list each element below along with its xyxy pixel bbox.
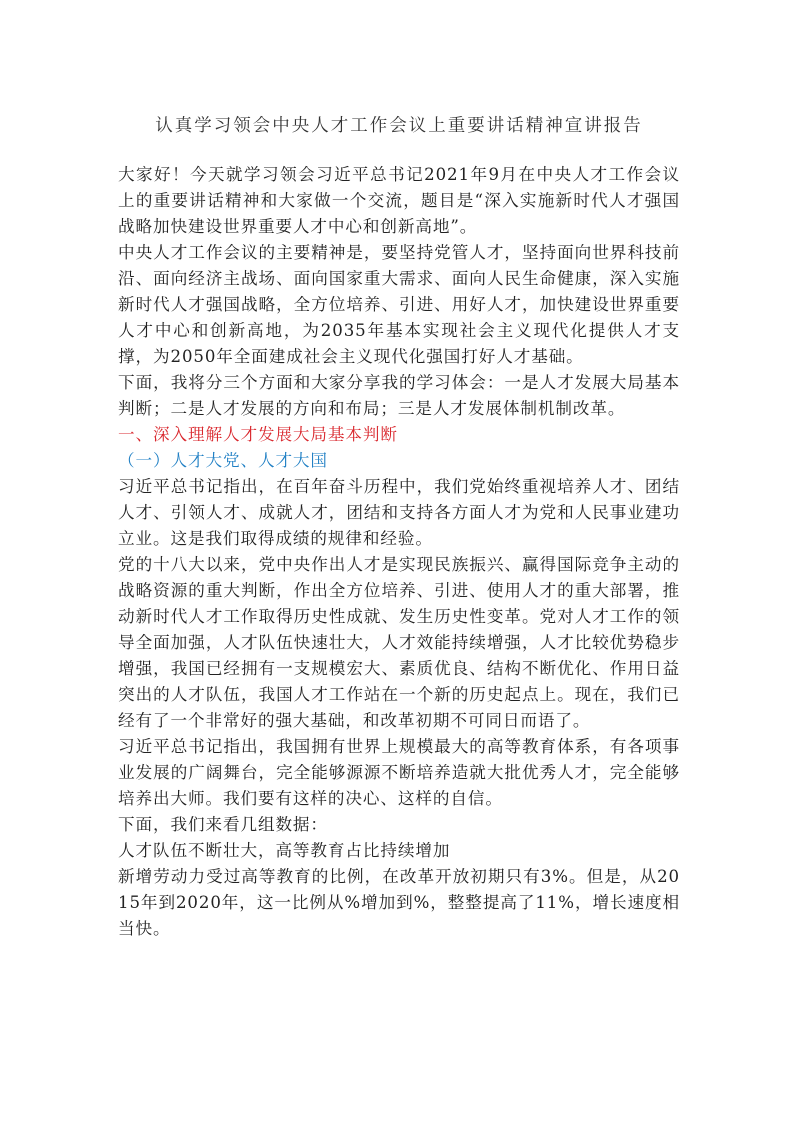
paragraph-party-talent: 习近平总书记指出，在百年奋斗历程中，我们党始终重视培养人才、团结人才、引领人才、成就人才，团结和支持各方面人才为党和人民事业建功立业。这是我们取得成绩的规律和经验。 — [118, 477, 680, 548]
document-page — [118, 112, 680, 942]
section-heading-1: 一、深入理解人才发展大局基本判断 — [118, 425, 398, 444]
paragraph-higher-education: 习近平总书记指出，我国拥有世界上规模最大的高等教育体系，有各项事业发展的广阔舞台，完全能够源源不断培养造就大批优秀人才，完全能够培养出大师。我们要有这样的决心、这样的自信。 — [118, 737, 680, 808]
paragraph-greeting: 大家好！今天就学习领会习近平总书记2021年9月在中央人才工作会议上的重要讲话精神和大家做一个交流，题目是“深入实施新时代人才强国战略加快建设世界重要人才中心和创新高地”。 — [118, 165, 680, 236]
paragraph-labor-stats: 新增劳动力受过高等教育的比例，在改革开放初期只有3%。但是，从2015年到2020年，这一比例从%增加到%，整整提高了11%，增长速度相当快。 — [118, 867, 680, 938]
paragraph-main-spirit: 中央人才工作会议的主要精神是，要坚持党管人才，坚持面向世界科技前沿、面向经济主战场、面向国家重大需求、面向人民生命健康，深入实施新时代人才强国战略，全方位培养、引进、用好人才，加快建设世界重要人才中心和创新高地，为2035年基本实现社会主义现代化提供人才支撑，为2050年全面建成社会主义现代化强国打好人才基础。 — [118, 243, 680, 366]
paragraph-talent-growth: 人才队伍不断壮大，高等教育占比持续增加 — [118, 841, 451, 860]
subsection-heading-1: （一）人才大党、人才大国 — [118, 451, 328, 470]
paragraph-data-intro: 下面，我们来看几组数据： — [118, 815, 328, 834]
document-title: 认真学习领会中央人才工作会议上重要讲话精神宣讲报告 — [155, 116, 643, 136]
paragraph-18th-congress: 党的十八大以来，党中央作出人才是实现民族振兴、赢得国际竞争主动的战略资源的重大判断，作出全方位培养、引进、使用人才的重大部署，推动新时代人才工作取得历史性成就、发生历史性变革。党对人才工作的领导全面加强，人才队伍快速壮大，人才效能持续增强，人才比较优势稳步增强，我国已经拥有一支规模宏大、素质优良、结构不断优化、作用日益突出的人才队伍，我国人才工作站在一个新的历史起点上。现在，我们已经有了一个非常好的强大基础，和改革初期不可同日而语了。 — [118, 555, 680, 730]
paragraph-outline: 下面，我将分三个方面和大家分享我的学习体会：一是人才发展大局基本判断；二是人才发展的方向和布局；三是人才发展体制机制改革。 — [118, 373, 680, 418]
